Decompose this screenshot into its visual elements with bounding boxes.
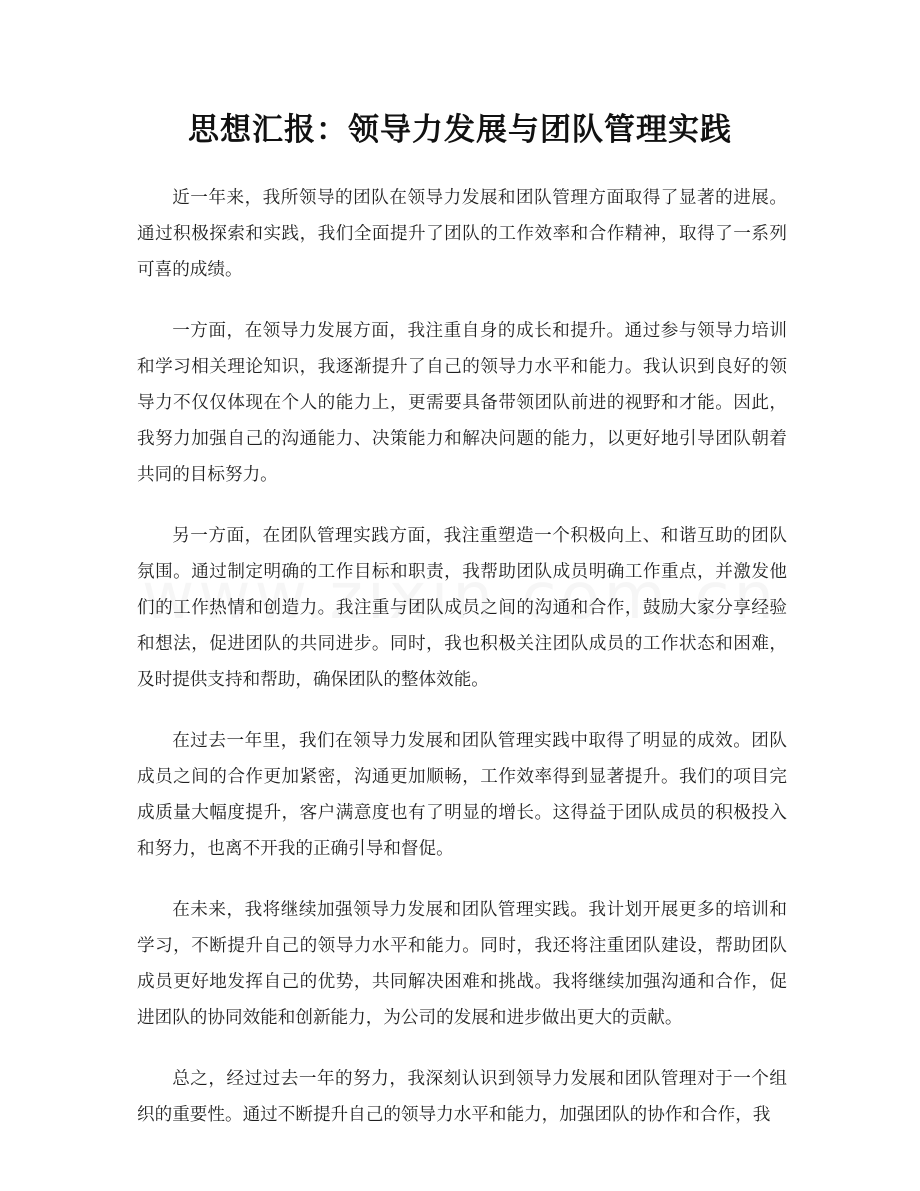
document-title: 思想汇报：领导力发展与团队管理实践 — [188, 112, 732, 148]
paragraph-6: 总之，经过过去一年的努力，我深刻认识到领导力发展和团队管理对于一个组织的重要性。通过不断提升自己的领导力水平和能力，加强团队的协作和合作，我 — [137, 1069, 787, 1125]
paragraph-5: 在未来，我将继续加强领导力发展和团队管理实践。我计划开展更多的培训和学习，不断提升自己的领导力水平和能力。同时，我还将注重团队建设，帮助团队成员更好地发挥自己的优势，共同解决困难和挑战。我将继续加强沟通和合作，促进团队的协同效能和创新能力，为公司的发展和进步做出更大的贡献。 — [137, 900, 787, 1028]
paragraph-4: 在过去一年里，我们在领导力发展和团队管理实践中取得了明显的成效。团队成员之间的合作更加紧密，沟通更加顺畅，工作效率得到显著提升。我们的项目完成质量大幅度提升，客户满意度也有了明显的增长。这得益于团队成员的积极投入和努力，也离不开我的正确引导和督促。 — [137, 731, 787, 859]
document-body — [137, 180, 787, 1158]
paragraph-3: 另一方面，在团队管理实践方面，我注重塑造一个积极向上、和谐互助的团队氛围。通过制定明确的工作目标和职责，我帮助团队成员明确工作重点，并激发他们的工作热情和创造力。我注重与团队成员之间的沟通和合作，鼓励大家分享经验和想法，促进团队的共同进步。同时，我也积极关注团队成员的工作状态和困难，及时提供支持和帮助，确保团队的整体效能。 — [137, 526, 787, 690]
paragraph-2: 一方面，在领导力发展方面，我注重自身的成长和提升。通过参与领导力培训和学习相关理论知识，我逐渐提升了自己的领导力水平和能力。我认识到良好的领导力不仅仅体现在个人的能力上，更需要具备带领团队前进的视野和才能。因此，我努力加强自己的沟通能力、决策能力和解决问题的能力，以更好地引导团队朝着共同的目标努力。 — [137, 321, 787, 485]
paragraph-1: 近一年来，我所领导的团队在领导力发展和团队管理方面取得了显著的进展。通过积极探索和实践，我们全面提升了团队的工作效率和合作精神，取得了一系列可喜的成绩。 — [137, 188, 787, 280]
